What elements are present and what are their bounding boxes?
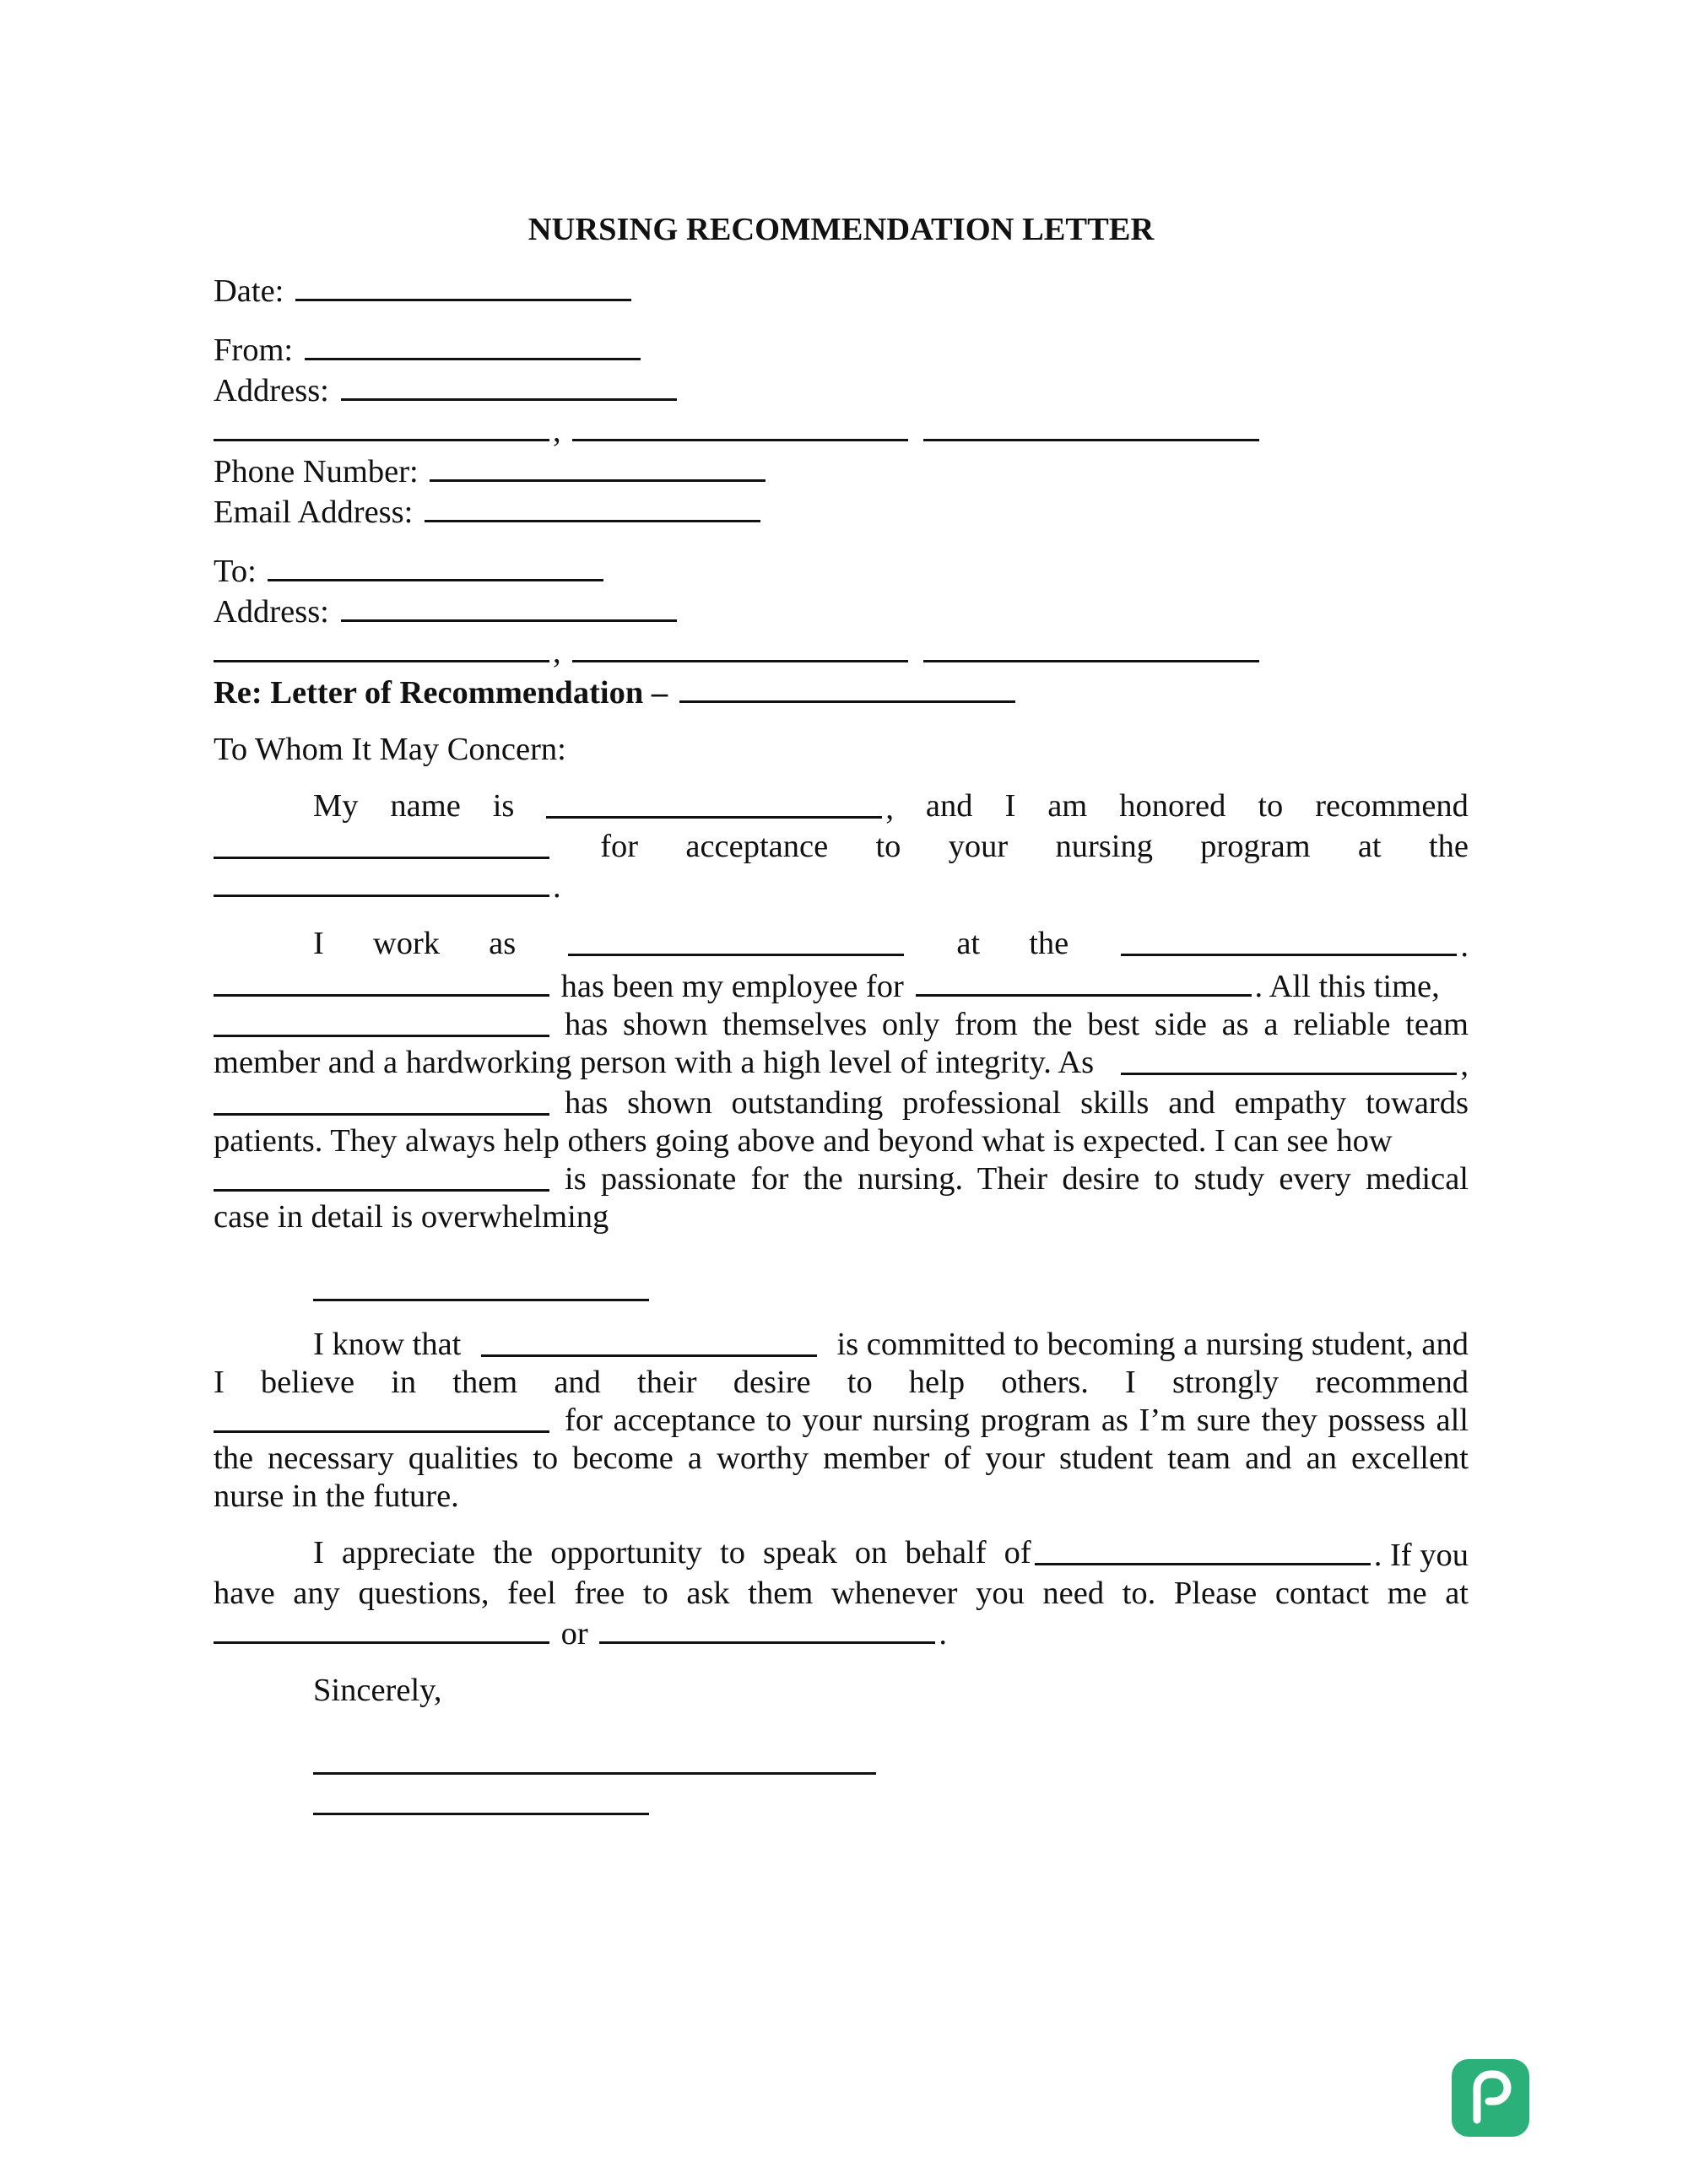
to-state-blank[interactable] bbox=[572, 631, 908, 662]
para3-line3 bbox=[214, 1402, 1469, 1440]
para4-line3 bbox=[214, 1613, 1469, 1653]
printed-name-line bbox=[214, 1784, 1469, 1825]
comma: , bbox=[553, 635, 561, 670]
para2-line2 bbox=[214, 965, 1469, 1006]
from-label: From: bbox=[214, 332, 294, 368]
from-line bbox=[214, 329, 1469, 370]
email-line bbox=[214, 491, 1469, 532]
word: for bbox=[600, 829, 639, 864]
position-blank[interactable] bbox=[568, 925, 904, 956]
text: I appreciate the opportunity to speak on behalf of bbox=[313, 1535, 1031, 1570]
from-address-label: Address: bbox=[214, 373, 329, 408]
candidate-name-blank[interactable] bbox=[214, 1402, 549, 1433]
para2-line6: patients. They always help others going above and beyond what is expected. I can see how bbox=[214, 1123, 1393, 1159]
text: I know that bbox=[313, 1327, 462, 1362]
para1-line1 bbox=[214, 787, 1469, 828]
date-line bbox=[214, 270, 1469, 311]
text: has shown themselves only from the best side as a reliable team bbox=[565, 1007, 1469, 1042]
word: is bbox=[492, 788, 515, 824]
to-address-line bbox=[214, 591, 1469, 631]
candidate-name-blank[interactable] bbox=[214, 965, 549, 997]
comma: , bbox=[553, 414, 561, 449]
to-city-line bbox=[214, 631, 1469, 672]
para3-line1 bbox=[214, 1326, 1469, 1364]
greeting: To Whom It May Concern: bbox=[214, 732, 566, 767]
to-line bbox=[214, 550, 1469, 591]
letter-content bbox=[214, 211, 1469, 1825]
para2-line5 bbox=[214, 1084, 1469, 1122]
word: your bbox=[948, 829, 1009, 864]
para2-line4 bbox=[214, 1044, 1469, 1084]
text: has been my employee for bbox=[560, 969, 904, 1004]
re-line bbox=[214, 672, 1469, 712]
candidate-name-blank[interactable] bbox=[1035, 1534, 1371, 1565]
text: the necessary qualities to become a worthy member of your student team and an excellent bbox=[214, 1441, 1469, 1476]
period: . bbox=[939, 1616, 947, 1652]
text: for acceptance to your nursing program as I’m sure they possess all bbox=[565, 1403, 1469, 1438]
para2-line3 bbox=[214, 1006, 1469, 1044]
page-title: NURSING RECOMMENDATION LETTER bbox=[528, 212, 1155, 247]
phone-line bbox=[214, 451, 1469, 491]
word: at bbox=[1357, 829, 1382, 864]
extra-line bbox=[214, 1270, 1469, 1311]
closing: Sincerely, bbox=[313, 1673, 442, 1708]
text: is passionate for the nursing. Their desire to study every medical bbox=[565, 1161, 1469, 1197]
word: at bbox=[956, 926, 981, 961]
word: honored bbox=[1119, 788, 1226, 824]
word: name bbox=[390, 788, 461, 824]
word: as bbox=[489, 926, 517, 961]
text: have any questions, feel free to ask them whenever you need to. Please contact me at bbox=[214, 1576, 1469, 1611]
word: I bbox=[313, 926, 324, 961]
text: has shown outstanding professional skills and empathy towards bbox=[565, 1085, 1469, 1121]
para2-line8: case in detail is overwhelming bbox=[214, 1199, 609, 1235]
to-city-blank[interactable] bbox=[214, 631, 549, 662]
contact-phone-blank[interactable] bbox=[214, 1613, 549, 1644]
re-blank[interactable] bbox=[679, 672, 1015, 703]
word: program bbox=[1200, 829, 1311, 864]
word: work bbox=[372, 926, 441, 961]
word: I bbox=[1004, 788, 1016, 824]
phone-label: Phone Number: bbox=[214, 454, 419, 489]
candidate-name-blank[interactable] bbox=[214, 828, 549, 859]
name-blank-group bbox=[546, 787, 894, 828]
word: the bbox=[1428, 829, 1469, 864]
para4-line2 bbox=[214, 1575, 1469, 1613]
extra-blank[interactable] bbox=[313, 1270, 649, 1301]
duration-blank[interactable] bbox=[916, 965, 1252, 997]
re-label: Re: Letter of Recommendation – bbox=[214, 675, 668, 711]
from-city-line bbox=[214, 410, 1469, 451]
word: nursing bbox=[1055, 829, 1153, 864]
printed-name-blank[interactable] bbox=[313, 1784, 649, 1815]
word: or bbox=[560, 1616, 588, 1652]
para2-line7 bbox=[214, 1160, 1469, 1198]
workplace-blank[interactable] bbox=[1121, 925, 1457, 956]
program-blank[interactable] bbox=[214, 866, 549, 897]
word: acceptance bbox=[685, 829, 829, 864]
phone-blank[interactable] bbox=[430, 451, 766, 482]
contact-email-blank[interactable] bbox=[599, 1613, 935, 1644]
from-address-blank[interactable] bbox=[341, 370, 677, 401]
text: I believe in them and their desire to help others. I strongly recommend bbox=[214, 1365, 1469, 1400]
word: to bbox=[1258, 788, 1284, 824]
email-blank[interactable] bbox=[425, 491, 760, 522]
writer-name-blank[interactable] bbox=[546, 787, 882, 819]
period: . bbox=[553, 869, 561, 905]
para1-line3 bbox=[214, 866, 1469, 906]
signature-line bbox=[214, 1743, 1469, 1784]
text: . All this time, bbox=[1254, 969, 1440, 1004]
to-address-label: Address: bbox=[214, 594, 329, 630]
para1-line2 bbox=[214, 828, 1469, 866]
email-label: Email Address: bbox=[214, 495, 414, 530]
from-state-blank[interactable] bbox=[572, 410, 908, 441]
text: is committed to becoming a nursing student, and bbox=[836, 1327, 1469, 1362]
role-blank[interactable] bbox=[1121, 1044, 1457, 1075]
word: recommend bbox=[1315, 788, 1469, 824]
comma: , bbox=[1460, 1047, 1469, 1083]
date-label: Date: bbox=[214, 273, 284, 309]
from-city-blank[interactable] bbox=[214, 410, 549, 441]
candidate-name-blank[interactable] bbox=[481, 1326, 817, 1357]
candidate-name-blank[interactable] bbox=[214, 1160, 549, 1192]
to-zip-blank[interactable] bbox=[923, 631, 1259, 662]
word: am bbox=[1047, 788, 1088, 824]
p-logo-icon bbox=[1452, 2059, 1529, 2137]
para3-line5: nurse in the future. bbox=[214, 1479, 459, 1514]
to-blank[interactable] bbox=[268, 550, 603, 581]
date-blank[interactable] bbox=[295, 270, 631, 301]
word: to bbox=[875, 829, 901, 864]
text: . If you bbox=[1373, 1538, 1469, 1573]
para3-line4 bbox=[214, 1440, 1469, 1478]
period: . bbox=[1460, 928, 1469, 964]
from-zip-blank[interactable] bbox=[923, 410, 1259, 441]
word: and bbox=[925, 788, 973, 824]
word: the bbox=[1029, 926, 1069, 961]
candidate-name-blank[interactable] bbox=[214, 1006, 549, 1037]
text: member and a hardworking person with a high level of integrity. As bbox=[214, 1045, 1095, 1080]
candidate-name-blank[interactable] bbox=[214, 1084, 549, 1116]
to-label: To: bbox=[214, 554, 257, 589]
to-address-blank[interactable] bbox=[341, 591, 677, 622]
para2-line1 bbox=[214, 925, 1469, 965]
signature-blank[interactable] bbox=[313, 1743, 876, 1775]
from-address-line bbox=[214, 370, 1469, 410]
comma: , bbox=[885, 791, 894, 826]
para3-line2 bbox=[214, 1364, 1469, 1402]
para4-line1 bbox=[214, 1534, 1469, 1575]
word: My bbox=[313, 788, 359, 824]
from-blank[interactable] bbox=[305, 329, 641, 360]
